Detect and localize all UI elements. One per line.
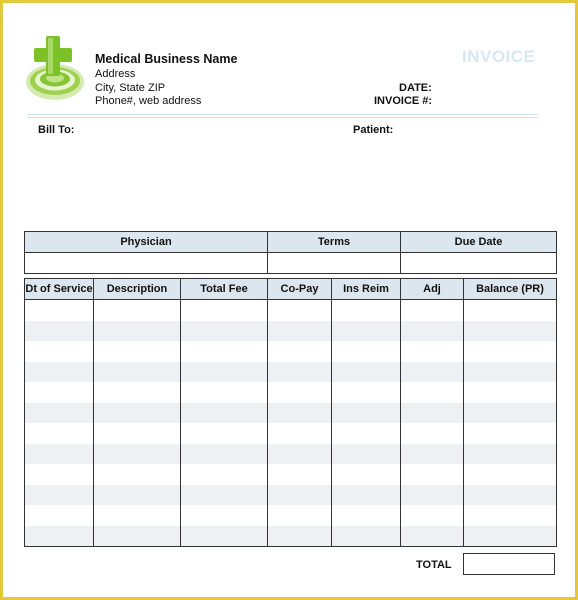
service-cell[interactable]: [25, 505, 94, 526]
service-cell[interactable]: [181, 362, 268, 383]
service-cell[interactable]: [25, 485, 94, 506]
patient-label: Patient:: [353, 124, 394, 136]
terms-cell[interactable]: [268, 253, 401, 274]
physician-terms-table: [24, 231, 557, 274]
service-cell[interactable]: [332, 505, 401, 526]
service-cell[interactable]: [25, 300, 94, 321]
service-cell[interactable]: [332, 300, 401, 321]
service-cell[interactable]: [464, 300, 557, 321]
invoice-number-label: INVOICE #:: [374, 95, 433, 107]
service-cell[interactable]: [268, 505, 332, 526]
service-cell[interactable]: [181, 341, 268, 362]
dt-of-service-header: Dt of Service: [25, 279, 94, 300]
table-row: [25, 362, 557, 383]
table-row: [25, 382, 557, 403]
table-row: [25, 321, 557, 342]
service-cell[interactable]: [401, 505, 464, 526]
service-cell[interactable]: [268, 526, 332, 547]
service-cell[interactable]: [94, 423, 181, 444]
service-cell[interactable]: [401, 300, 464, 321]
date-label: DATE:: [399, 82, 432, 94]
service-cell[interactable]: [268, 341, 332, 362]
balance-header: Balance (PR): [464, 279, 557, 300]
service-cell[interactable]: [464, 505, 557, 526]
service-cell[interactable]: [464, 444, 557, 465]
service-cell[interactable]: [181, 526, 268, 547]
description-header: Description: [94, 279, 181, 300]
service-cell[interactable]: [25, 382, 94, 403]
header-divider: [27, 117, 538, 118]
table-row: [25, 403, 557, 424]
invoice-title: INVOICE: [462, 47, 536, 66]
service-cell[interactable]: [268, 321, 332, 342]
table-row: [25, 485, 557, 506]
service-cell[interactable]: [94, 321, 181, 342]
medical-cross-logo-icon: [24, 34, 86, 102]
service-cell[interactable]: [181, 382, 268, 403]
service-cell[interactable]: [181, 423, 268, 444]
service-cell[interactable]: [25, 321, 94, 342]
service-cell[interactable]: [401, 444, 464, 465]
service-cell[interactable]: [94, 300, 181, 321]
service-cell[interactable]: [464, 341, 557, 362]
due-date-cell[interactable]: [401, 253, 557, 274]
service-cell[interactable]: [25, 464, 94, 485]
service-cell[interactable]: [268, 485, 332, 506]
service-cell[interactable]: [332, 485, 401, 506]
service-cell[interactable]: [94, 362, 181, 383]
service-cell[interactable]: [94, 526, 181, 547]
table-row: [25, 464, 557, 485]
service-cell[interactable]: [332, 444, 401, 465]
table-row: [25, 300, 557, 321]
table-row: [25, 444, 557, 465]
service-cell[interactable]: [401, 321, 464, 342]
header-divider: [27, 114, 538, 115]
table-row: [25, 423, 557, 444]
service-cell[interactable]: [268, 382, 332, 403]
service-cell[interactable]: [181, 505, 268, 526]
service-cell[interactable]: [268, 362, 332, 383]
service-cell[interactable]: [94, 444, 181, 465]
business-phone: Phone#, web address: [95, 95, 202, 107]
service-cell[interactable]: [401, 362, 464, 383]
service-cell[interactable]: [268, 423, 332, 444]
service-cell[interactable]: [332, 403, 401, 424]
service-cell[interactable]: [332, 362, 401, 383]
service-cell[interactable]: [332, 464, 401, 485]
service-cell[interactable]: [268, 403, 332, 424]
service-cell[interactable]: [25, 362, 94, 383]
service-cell[interactable]: [464, 464, 557, 485]
service-cell[interactable]: [332, 321, 401, 342]
service-cell[interactable]: [464, 526, 557, 547]
ins-reim-header: Ins Reim: [332, 279, 401, 300]
service-table: [24, 278, 557, 547]
service-cell[interactable]: [464, 485, 557, 506]
service-cell[interactable]: [401, 423, 464, 444]
total-label: TOTAL: [416, 559, 452, 571]
service-cell[interactable]: [332, 382, 401, 403]
service-cell[interactable]: [401, 485, 464, 506]
service-cell[interactable]: [464, 321, 557, 342]
table-row: [25, 505, 557, 526]
service-cell[interactable]: [401, 341, 464, 362]
business-address: Address: [95, 68, 136, 80]
table-row: [25, 341, 557, 362]
due-date-header: Due Date: [401, 232, 557, 253]
service-cell[interactable]: [94, 505, 181, 526]
service-cell[interactable]: [181, 300, 268, 321]
service-cell[interactable]: [332, 423, 401, 444]
total-fee-header: Total Fee: [181, 279, 268, 300]
service-cell[interactable]: [268, 444, 332, 465]
service-cell[interactable]: [94, 485, 181, 506]
service-cell[interactable]: [401, 464, 464, 485]
service-cell[interactable]: [94, 341, 181, 362]
service-cell[interactable]: [94, 403, 181, 424]
physician-header: Physician: [25, 232, 268, 253]
service-cell[interactable]: [181, 444, 268, 465]
service-cell[interactable]: [464, 362, 557, 383]
service-cell[interactable]: [332, 526, 401, 547]
service-cell[interactable]: [268, 464, 332, 485]
table-row: [25, 526, 557, 547]
business-name: Medical Business Name: [95, 52, 238, 66]
bill-to-label: Bill To:: [38, 124, 75, 136]
service-cell[interactable]: [268, 300, 332, 321]
business-city: City, State ZIP: [95, 82, 166, 94]
physician-cell[interactable]: [25, 253, 268, 274]
total-amount-field[interactable]: [463, 553, 555, 575]
service-cell[interactable]: [94, 382, 181, 403]
service-cell[interactable]: [401, 382, 464, 403]
service-cell[interactable]: [25, 526, 94, 547]
terms-header: Terms: [268, 232, 401, 253]
co-pay-header: Co-Pay: [268, 279, 332, 300]
service-cell[interactable]: [25, 444, 94, 465]
service-cell[interactable]: [181, 464, 268, 485]
service-cell[interactable]: [94, 464, 181, 485]
service-cell[interactable]: [181, 403, 268, 424]
service-cell[interactable]: [181, 321, 268, 342]
service-cell[interactable]: [25, 341, 94, 362]
service-cell[interactable]: [401, 526, 464, 547]
service-cell[interactable]: [464, 403, 557, 424]
service-cell[interactable]: [464, 423, 557, 444]
service-cell[interactable]: [401, 403, 464, 424]
service-cell[interactable]: [25, 423, 94, 444]
service-cell[interactable]: [181, 485, 268, 506]
service-cell[interactable]: [332, 341, 401, 362]
service-cell[interactable]: [25, 403, 94, 424]
adj-header: Adj: [401, 279, 464, 300]
service-cell[interactable]: [464, 382, 557, 403]
